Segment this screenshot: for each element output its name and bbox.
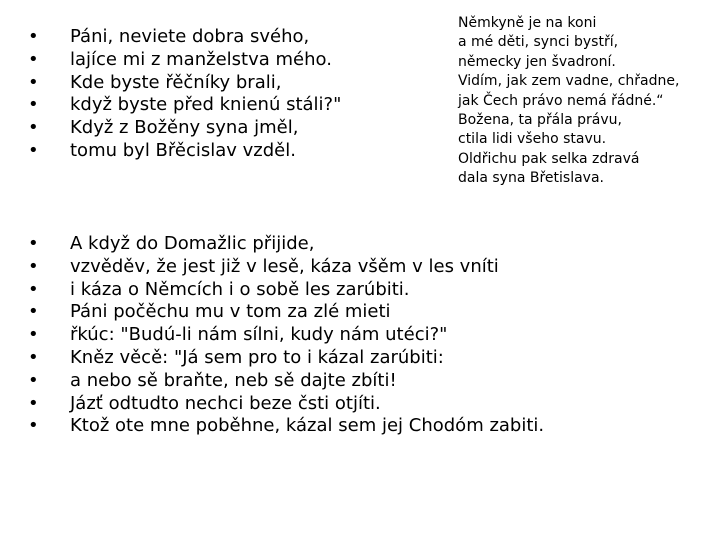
- verse-list-top: [28, 26, 341, 163]
- text-line: ctila lidi všeho stavu.: [458, 131, 607, 148]
- text-line: Němkyně je na koni: [458, 15, 597, 31]
- text-line: dala syna Břetislava.: [458, 170, 604, 187]
- list-item: • Kde byste řěčníky brali,: [28, 72, 341, 95]
- list-item: • Kněz věcě: "Já sem pro to i kázal zarúbiti:: [28, 347, 544, 370]
- text-line: a mé děti, synci bystří,: [458, 34, 619, 51]
- list-item: • tomu byl Břěcislav vzděl.: [28, 140, 341, 163]
- list-item: • A když do Domažlic přijide,: [28, 233, 544, 256]
- list-item: • Když z Božěny syna jměl,: [28, 117, 341, 140]
- list-item: • Páni, neviete dobra svého,: [28, 26, 341, 49]
- text-line: Oldřichu pak selka zdravá: [458, 150, 640, 167]
- text-line: Božena, ta přála právu,: [458, 112, 622, 129]
- text-line: Vidím, jak zem vadne, chřadne,: [458, 73, 680, 90]
- verse-list-bottom: [28, 233, 544, 438]
- list-item: • vzvěděv, že jest již v lesě, káza všěm v les vníti: [28, 256, 544, 279]
- list-item: • i káza o Němcích i o sobě les zarúbiti.: [28, 279, 544, 302]
- text-line: jak Čech právo nemá řádné.“: [458, 92, 664, 109]
- text-line: německy jen švadroní.: [458, 53, 616, 70]
- list-item: • Ktož ote mne poběhne, kázal sem jej Chodóm zabiti.: [28, 415, 544, 438]
- list-item: • Páni počěchu mu v tom za zlé mieti: [28, 301, 544, 324]
- modern-translation-text: [458, 14, 679, 189]
- list-item: • lajíce mi z manželstva mého.: [28, 49, 341, 72]
- list-item: • řkúc: "Budú-li nám sílni, kudy nám utéci?": [28, 324, 544, 347]
- list-item: • když byste před knienú stáli?": [28, 94, 341, 117]
- list-item: • a nebo sě braňte, neb sě dajte zbíti!: [28, 370, 544, 393]
- list-item: • Jázť odtudto nechci beze čsti otjíti.: [28, 393, 544, 416]
